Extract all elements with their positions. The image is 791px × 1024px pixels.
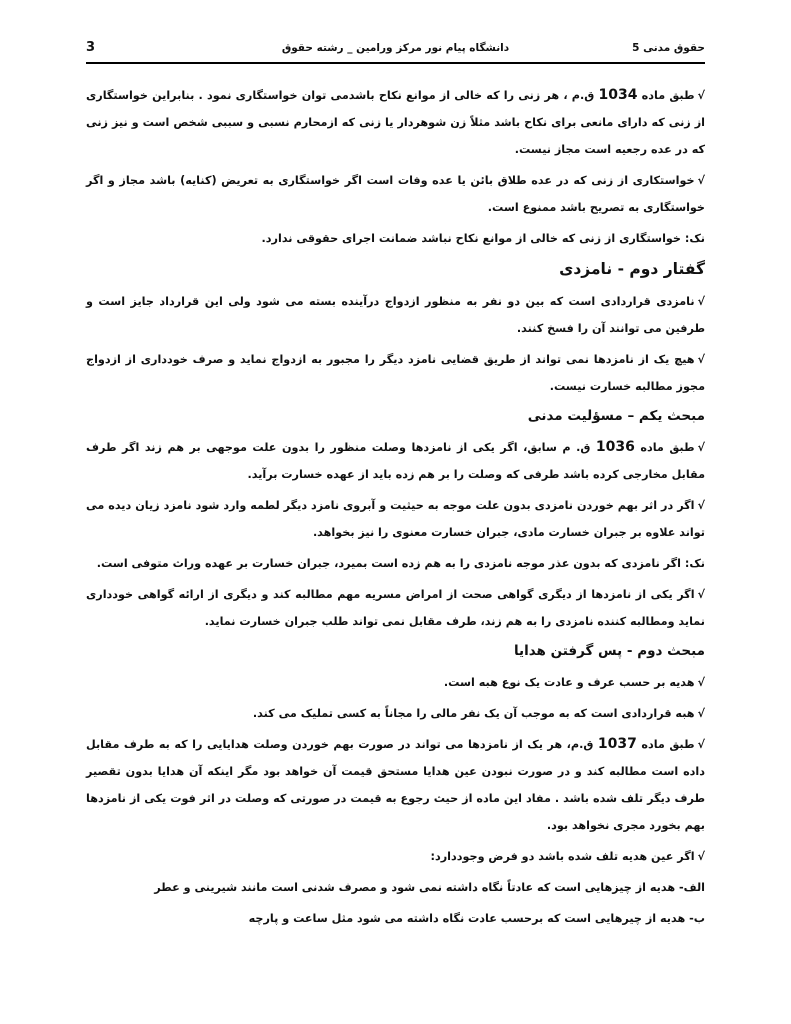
paragraph [86,434,705,488]
heading-text: مبحث یکم – مسؤلیت مدنی [527,408,705,424]
paragraph-text: اگر در اثر بهم خوردن نامزدی بدون علت موجه به حیثیت و آبروی نامزد دیگر لطمه وارد شود نامزد زیان دیده می تواند علاوه بر جبران خسارت مادی، جبران خسارت معنوی را نیز بخواهد. [86,499,705,539]
paragraph [86,492,705,546]
paragraph [86,225,705,252]
paragraph [86,550,705,577]
page-header [86,40,705,60]
paragraph-text: ق. م سابق، اگر یکی از نامزدها وصلت منظور را بدون علت موجهی بر هم زند اگر طرف مقابل مخارجی کرده باشد طرفی که وصلت را بر هم زده باید از عهده خسارت برآید. [86,441,705,481]
document-body [86,82,705,936]
paragraph [86,288,705,342]
paragraph [86,581,705,635]
paragraph-text: نامزدی قراردادی است که بین دو نفر به منظور ازدواج درآینده بسته می شود ولی این قرارداد جایز است و طرفین می توانند آن را فسخ کنند. [86,295,705,335]
paragraph [86,874,705,901]
page-number: 3 [86,40,96,55]
paragraph-text: ق.م، هر یک از نامزدها می تواند در صورت بهم خوردن وصلت هدایایی را که به طرف مقابل داده است مطالبه کند و در صورت نبودن عین هدایا مستحق قیمت آن خواهد بود مگر اینکه آن هدایا بدون تقصیر طرف دیگر تلف شده باشد . مفاد این ماده از حیث رجوع به قیمت در صورتی که وصلت در اثر فوت یکی از نامزدها بهم بخورد مجری نخواهد بود. [86,738,705,832]
paragraph [86,905,705,932]
paragraph-text: هبه قراردادی است که به موجب آن یک نفر مالی را مجاناً به کسی تملیک می کند. [252,707,695,720]
paragraph-text: ق.م ، هر زنی را که خالی از موانع نکاح باشدمی توان خواستگاری نمود . بنابراین خواستگاری از زنی که دارای مانعی برای نکاح باشد مثلاً زن شوهردار یا زنی که ازمحارم نسبی و سببی شخص است و نیز زنی که در عده رجعیه است مجاز نیست. [86,89,705,156]
paragraph [86,731,705,839]
check-mark-icon: √ [697,441,705,454]
paragraph [86,346,705,400]
article-prefix: طبق ماده [641,89,695,102]
paragraph-text: خواستکاری از زنی که در عده طلاق بائن یا عده وفات است اگر خواستگاری به تعریض (کنایه) باشد مجاز و اگر خواستگاری به تصریح باشد ممنوع است. [86,174,705,214]
paragraph [86,669,705,696]
section-heading [86,404,705,428]
section-heading [86,639,705,663]
university-title: دانشگاه پیام نور مرکز ورامین _ رشته حقوق [281,42,510,54]
paragraph-text: ب- هدیه از چیرهایی است که برحسب عادت نگاه داشته می شود مثل ساعت و پارچه [248,912,705,925]
check-mark-icon: √ [697,295,705,308]
check-mark-icon: √ [697,89,706,102]
paragraph-text: نک: خواستگاری از زنی که خالی از موانع نکاح نباشد ضمانت اجرای حقوقی ندارد. [261,232,705,245]
check-mark-icon: √ [697,738,705,751]
check-mark-icon: √ [697,588,705,601]
paragraph-text: اگر عین هدیه تلف شده باشد دو فرض وجوددارد: [430,850,695,863]
check-mark-icon: √ [697,353,705,366]
paragraph [86,843,705,870]
heading-text: مبحث دوم - پس گرفتن هدایا [513,643,705,659]
check-mark-icon: √ [697,707,705,720]
article-prefix: طبق ماده [640,441,695,454]
paragraph-text: نک: اگر نامزدی که بدون عذر موجه نامزدی را به هم زده است بمیرد، جبران خسارت بر عهده وراث متوفی است. [96,557,705,570]
check-mark-icon: √ [697,850,705,863]
paragraph [86,82,705,163]
check-mark-icon: √ [697,676,705,689]
paragraph-text: هدیه بر حسب عرف و عادت یک نوع هبه است. [443,676,695,689]
course-title: حقوق مدنی 5 [632,42,705,54]
article-number: 1036 [595,439,635,455]
section-heading [86,256,705,282]
article-prefix: طبق ماده [641,738,695,751]
check-mark-icon: √ [697,174,705,187]
article-number: 1034 [598,87,638,103]
paragraph [86,167,705,221]
paragraph [86,700,705,727]
paragraph-text: هیچ یک از نامزدها نمی تواند از طریق قضایی نامزد دیگر را مجبور به ازدواج نماید و صرف خودداری از ازدواج مجوز مطالبه خسارت نیست. [86,353,705,393]
header-divider [86,62,705,64]
article-number: 1037 [597,736,637,752]
check-mark-icon: √ [697,499,705,512]
paragraph-text: الف- هدیه از چیزهایی است که عادتاً نگاه داشته نمی شود و مصرف شدنی است مانند شیرینی و عطر [154,881,705,894]
paragraph-text: اگر یکی از نامزدها از دیگری گواهی صحت از امراض مسریه مهم مطالبه کند و دیگری از ارائه گواهی خودداری نماید ومطالبه کننده نامزدی را به هم زند، طرف مقابل نمی تواند طلب جبران خسارت نماید. [86,588,705,628]
heading-text: گفتار دوم - نامزدی [559,260,705,278]
